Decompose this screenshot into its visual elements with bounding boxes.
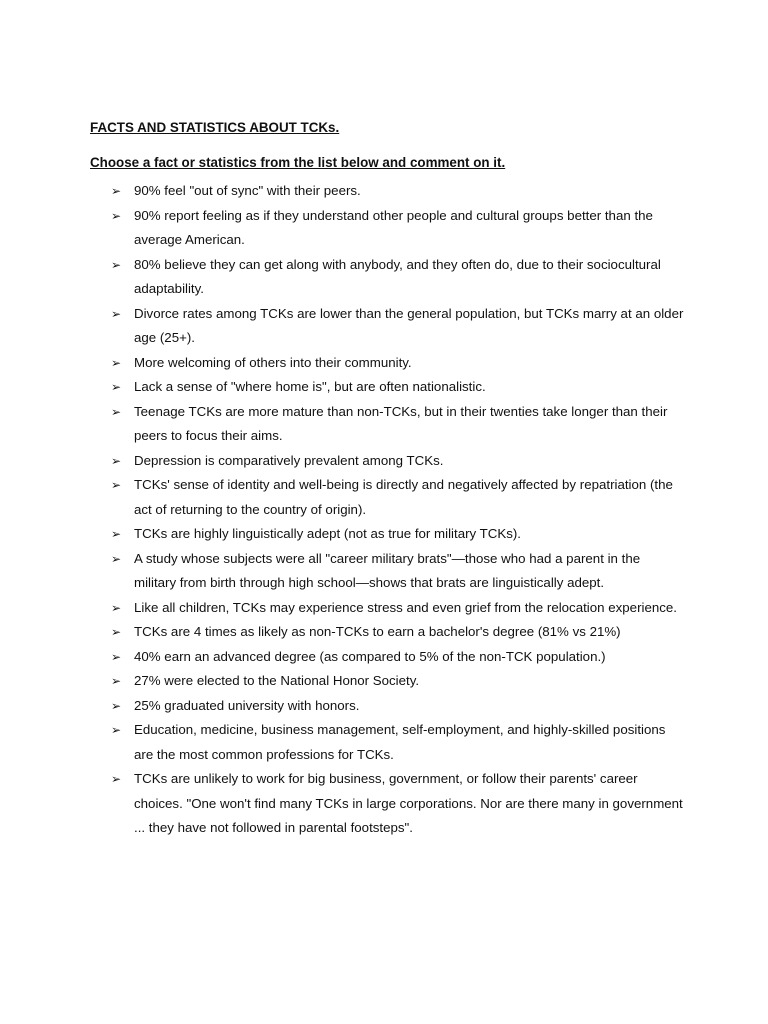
list-item bbox=[0, 669, 684, 694]
list-item bbox=[0, 645, 684, 670]
list-item bbox=[0, 400, 684, 449]
list-item bbox=[0, 547, 684, 596]
list-item bbox=[0, 179, 684, 204]
fact-text: Divorce rates among TCKs are lower than the general population, but TCKs marry at an older age (25+). bbox=[134, 305, 684, 345]
fact-text: 90% report feeling as if they understand other people and cultural groups better than the average American. bbox=[134, 207, 653, 247]
arrowhead-bullet-icon: ➢ bbox=[111, 257, 122, 272]
list-item bbox=[0, 351, 684, 376]
fact-text: TCKs are highly linguistically adept (not as true for military TCKs). bbox=[134, 526, 521, 541]
arrowhead-bullet-icon: ➢ bbox=[111, 698, 122, 713]
fact-text: Like all children, TCKs may experience stress and even grief from the relocation experience. bbox=[134, 599, 677, 615]
fact-text: TCKs are 4 times as likely as non-TCKs to earn a bachelor's degree (81% vs 21%) bbox=[134, 624, 621, 639]
arrowhead-bullet-icon: ➢ bbox=[111, 674, 122, 688]
fact-text: Lack a sense of "where home is", but are often nationalistic. bbox=[134, 379, 486, 394]
fact-text: 40% earn an advanced degree (as compared to 5% of the non-TCK population.) bbox=[134, 648, 606, 664]
list-item bbox=[0, 522, 684, 547]
fact-text: TCKs are unlikely to work for big business, government, or follow their parents' career choices. "One won't find many TCKs in large corporations. Nor are there many in government ... they have not followed in parental footsteps". bbox=[134, 771, 683, 835]
arrowhead-bullet-icon: ➢ bbox=[111, 600, 122, 615]
arrowhead-bullet-icon: ➢ bbox=[111, 355, 122, 370]
arrowhead-bullet-icon: ➢ bbox=[111, 184, 122, 198]
fact-text: 25% graduated university with honors. bbox=[134, 697, 360, 713]
arrowhead-bullet-icon: ➢ bbox=[111, 649, 122, 664]
arrowhead-bullet-icon: ➢ bbox=[111, 478, 122, 492]
fact-text: 80% believe they can get along with anybody, and they often do, due to their sociocultural adaptability. bbox=[134, 256, 661, 296]
arrowhead-bullet-icon: ➢ bbox=[111, 306, 122, 321]
arrowhead-bullet-icon: ➢ bbox=[111, 453, 122, 468]
fact-text: Depression is comparatively prevalent among TCKs. bbox=[134, 452, 444, 468]
list-item bbox=[0, 718, 684, 767]
list-item bbox=[0, 449, 684, 474]
arrowhead-bullet-icon: ➢ bbox=[111, 208, 122, 223]
arrowhead-bullet-icon: ➢ bbox=[111, 404, 122, 419]
facts-list bbox=[0, 179, 768, 841]
fact-text: Education, medicine, business management, self-employment, and highly-skilled positions are the most common professions for TCKs. bbox=[134, 722, 666, 762]
fact-text: TCKs' sense of identity and well-being is directly and negatively affected by repatriation (the act of returning to the country of origin). bbox=[134, 477, 673, 517]
arrowhead-bullet-icon: ➢ bbox=[111, 527, 122, 541]
fact-text: More welcoming of others into their community. bbox=[134, 354, 412, 370]
arrowhead-bullet-icon: ➢ bbox=[111, 551, 122, 566]
list-item bbox=[0, 473, 684, 522]
fact-text: A study whose subjects were all "career military brats"—those who had a parent in the military from birth through high school—shows that brats are linguistically adept. bbox=[134, 550, 641, 590]
instruction-text: Choose a fact or statistics from the list below and comment on it. bbox=[90, 155, 506, 170]
arrowhead-bullet-icon: ➢ bbox=[111, 625, 122, 639]
fact-text: Teenage TCKs are more mature than non-TCKs, but in their twenties take longer than their peers to focus their aims. bbox=[134, 403, 668, 443]
list-item bbox=[0, 375, 684, 400]
list-item bbox=[0, 620, 684, 645]
list-item bbox=[0, 767, 684, 841]
list-item bbox=[0, 204, 684, 253]
arrowhead-bullet-icon: ➢ bbox=[111, 723, 122, 737]
list-item bbox=[0, 694, 684, 719]
fact-text: 90% feel "out of sync" with their peers. bbox=[134, 183, 361, 198]
fact-text: 27% were elected to the National Honor Society. bbox=[134, 673, 420, 688]
arrowhead-bullet-icon: ➢ bbox=[111, 772, 122, 786]
list-item bbox=[0, 596, 684, 621]
list-item bbox=[0, 302, 684, 351]
document-title: FACTS AND STATISTICS ABOUT TCKs. bbox=[90, 120, 340, 135]
list-item bbox=[0, 253, 684, 302]
arrowhead-bullet-icon: ➢ bbox=[111, 380, 122, 394]
